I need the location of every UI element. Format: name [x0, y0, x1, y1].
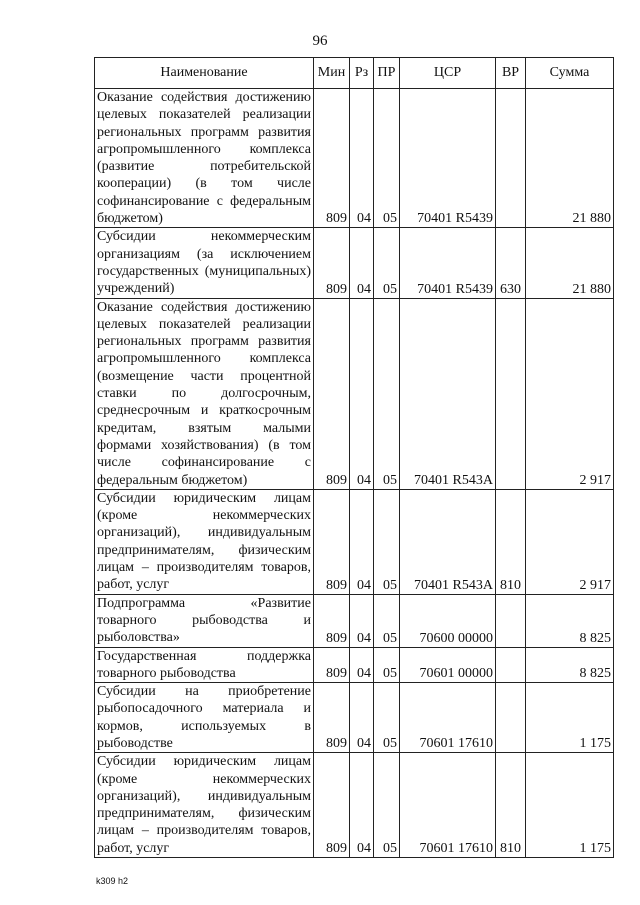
row-rz: 04 [350, 228, 374, 298]
header-vr: ВР [496, 58, 526, 89]
table-row [95, 89, 614, 228]
header-min: Мин [314, 58, 350, 89]
row-csr: 70601 17610 [400, 683, 496, 753]
row-rz: 04 [350, 89, 374, 228]
row-vr [496, 89, 526, 228]
row-rz: 04 [350, 753, 374, 858]
row-sum: 2 917 [526, 298, 614, 489]
row-rz: 04 [350, 594, 374, 647]
document-code: k309 h2 [96, 876, 129, 886]
row-vr [496, 683, 526, 753]
row-sum: 8 825 [526, 647, 614, 683]
header-row [95, 58, 614, 89]
row-name: Субсидии некоммерческим организациям (за исключением государственных (муниципальных) учреждений) [95, 228, 314, 298]
row-vr: 630 [496, 228, 526, 298]
row-csr: 70401 R5439 [400, 228, 496, 298]
row-rz: 04 [350, 683, 374, 753]
row-pr: 05 [374, 647, 400, 683]
row-vr [496, 298, 526, 489]
row-csr: 70401 R543A [400, 489, 496, 594]
row-csr: 70601 00000 [400, 647, 496, 683]
row-pr: 05 [374, 753, 400, 858]
row-csr: 70401 R5439 [400, 89, 496, 228]
row-pr: 05 [374, 594, 400, 647]
table-row [95, 683, 614, 753]
row-rz: 04 [350, 489, 374, 594]
row-name: Оказание содействия достижению целевых показателей реализации региональных программ развития агропромышленного комплекса (возмещение части процентной ставки по долгосрочным, среднесрочным и краткосрочным кредитам, взятым малыми формами хозяйствования) (в том числе софинансирование с федеральным бюджетом) [95, 298, 314, 489]
row-vr [496, 594, 526, 647]
table-row [95, 298, 614, 489]
header-pr: ПР [374, 58, 400, 89]
row-min: 809 [314, 298, 350, 489]
row-pr: 05 [374, 89, 400, 228]
header-csr: ЦСР [400, 58, 496, 89]
table-row [95, 594, 614, 647]
row-pr: 05 [374, 228, 400, 298]
row-sum: 21 880 [526, 228, 614, 298]
row-min: 809 [314, 683, 350, 753]
row-name: Субсидии юридическим лицам (кроме некоммерческих организаций), индивидуальным предпринимателям, физическим лицам – производителям товаров, работ, услуг [95, 753, 314, 858]
row-rz: 04 [350, 298, 374, 489]
row-pr: 05 [374, 489, 400, 594]
row-sum: 2 917 [526, 489, 614, 594]
row-name: Оказание содействия достижению целевых показателей реализации региональных программ развития агропромышленного комплекса (развитие потребительской кооперации) (в том числе софинансирование с федеральным бюджетом) [95, 89, 314, 228]
row-rz: 04 [350, 647, 374, 683]
row-csr: 70601 17610 [400, 753, 496, 858]
row-min: 809 [314, 594, 350, 647]
table-row [95, 489, 614, 594]
row-min: 809 [314, 228, 350, 298]
row-sum: 8 825 [526, 594, 614, 647]
row-name: Подпрограмма «Развитие товарного рыбоводства и рыболовства» [95, 594, 314, 647]
row-csr: 70600 00000 [400, 594, 496, 647]
header-rz: Рз [350, 58, 374, 89]
table-row [95, 647, 614, 683]
header-sum: Сумма [526, 58, 614, 89]
row-vr [496, 647, 526, 683]
row-min: 809 [314, 89, 350, 228]
budget-table [94, 57, 614, 858]
row-sum: 1 175 [526, 753, 614, 858]
page-number: 96 [312, 33, 328, 49]
row-name: Государственная поддержка товарного рыбоводства [95, 647, 314, 683]
row-min: 809 [314, 489, 350, 594]
row-vr: 810 [496, 489, 526, 594]
header-name: Наименование [95, 58, 314, 89]
row-min: 809 [314, 753, 350, 858]
row-csr: 70401 R543A [400, 298, 496, 489]
table-row [95, 228, 614, 298]
row-vr: 810 [496, 753, 526, 858]
row-name: Субсидии на приобретение рыбопосадочного материала и кормов, используемых в рыбоводстве [95, 683, 314, 753]
row-pr: 05 [374, 298, 400, 489]
row-name: Субсидии юридическим лицам (кроме некоммерческих организаций), индивидуальным предпринимателям, физическим лицам – производителям товаров, работ, услуг [95, 489, 314, 594]
table-row [95, 753, 614, 858]
row-min: 809 [314, 647, 350, 683]
row-pr: 05 [374, 683, 400, 753]
row-sum: 1 175 [526, 683, 614, 753]
row-sum: 21 880 [526, 89, 614, 228]
